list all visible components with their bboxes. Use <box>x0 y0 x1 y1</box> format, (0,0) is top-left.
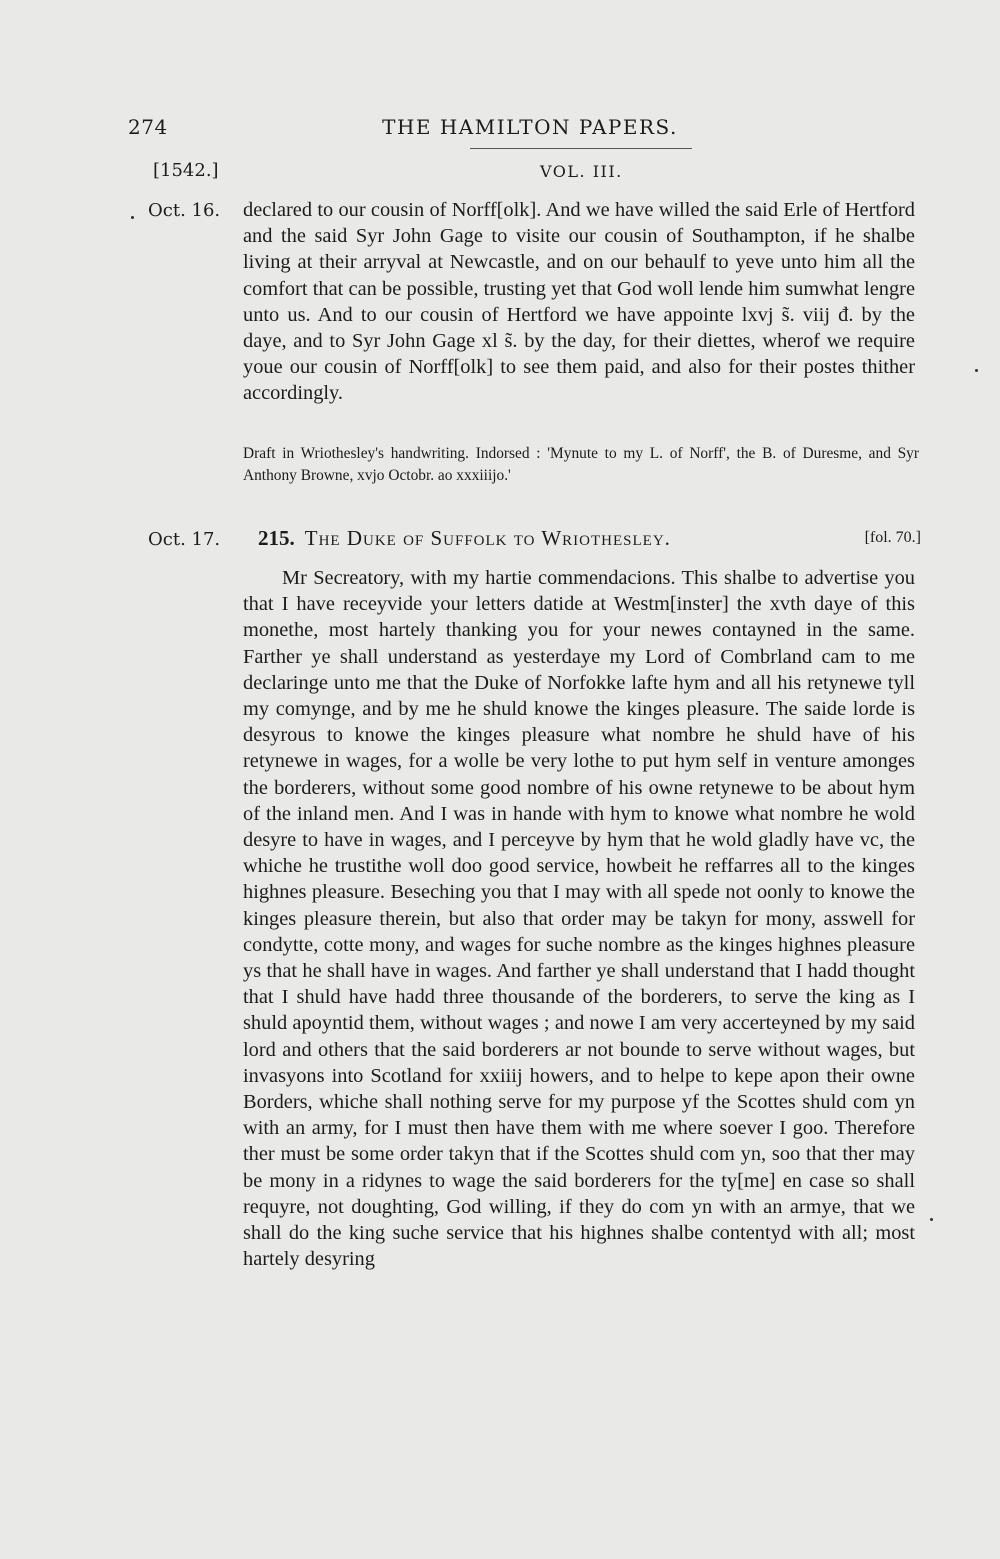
volume-label: VOL. III. <box>540 162 623 181</box>
letter-text: Mr Secreatory, with my hartie commendacions. This shalbe to advertise you that I have receyvide your letters datide at Westm[inster] the xvth daye of this monethe, most hartely thanking you for your newes contayned in the same. Farther ye shall understand as yesterdaye my Lord of Combrland cam to me declaringe unto me that the Duke of Norfokke lafte hym and all his retynewe tyll my comynge, and by me he shuld knowe the kinges pleasure. The saide lorde is desyrous to knowe the kinges pleasure what nombre he shuld have of his retynewe in wages, for a wolle be very lothe to put hym self in venture amonges the borderers, without some good nombre of his owne retynewe to be about hym of the inland men. And I was in hande with hym to knowe what nombre he wold desyre to have in wages, and I perceyve by hym that he wold gladly have vc, the whiche he trustithe woll doo good service, howbeit he reffarres all to the kinges highnes pleasure. Beseching you that I may with all spede not oonly to knowe the kinges pleasure therein, but also that order may be takyn for mony, asswell for condytte, cotte mony, and wages for suche nombre as the kinges highnes pleasure ys that he shall have in wages. And farther ye shall understand that I hadd thought that I shuld have hadd three thousande of the borderers, to serve the king as I shuld apoyntid them, without wages ; and nowe I am very accerteyned by my said lord and others that the said borderers ar not bounde to serve without wages, but invasyons into Scotland for xxiiij howers, and to helpe to kepe apon their owne Borders, whiche shall nothing serve for my purpose yf the Scottes shuld com yn with an army, for I must then have them with me where soever I goo. Therefore ther must be some order takyn that if the Scottes shuld com yn, soo that ther may be mony in a ridynes to wage the said borderers for the ty[me] en case so shall requyre, not doughting, God willing, if they do com yn with an armye, that we shall do the king suche service that his highnes shalbe contentyd with all; most hartely desyring <box>243 567 915 1271</box>
year-marker: [1542.] <box>153 160 219 181</box>
entry-date-oct-17: Oct. 17. <box>148 529 221 550</box>
entry-date-oct-16: Oct. 16. <box>148 200 221 221</box>
running-head <box>120 112 920 146</box>
header-rule <box>470 148 692 149</box>
page-number: 274 <box>128 115 168 139</box>
document-title: The Duke of Suffolk to Wriothesley. <box>304 526 671 550</box>
margin-speck <box>930 1218 933 1221</box>
book-title: THE HAMILTON PAPERS. <box>382 115 678 139</box>
folio-reference: [fol. 70.] <box>864 529 921 546</box>
document-heading <box>258 526 923 556</box>
editorial-note: Draft in Wriothesley's handwriting. Indorsed : 'Mynute to my L. of Norff', the B. of Duresme, and Syr Anthony Browne, xvjo Octobr. ao xxxiiijo.' <box>243 445 919 484</box>
document-number: 215. <box>258 526 295 550</box>
margin-speck <box>131 216 134 219</box>
letter-text-continued: declared to our cousin of Norff[olk]. And we have willed the said Erle of Hertford and the said Syr John Gage to visite our cousin of Southampton, if he shalbe living at their arryval at Newcastle, and on our behaulf to yeve unto him all the comfort that can be possible, trusting yet that God woll lende him sumwhat lengre unto us. And to our cousin of Hertford we have appointe lxvj s̃. viij đ. by the daye, and to Syr John Gage xl s̃. by the day, for their diettes, wherof we require youe our cousin of Norff[olk] to see them paid, and also for their postes thither accordingly. <box>243 199 915 405</box>
margin-speck <box>975 369 978 372</box>
